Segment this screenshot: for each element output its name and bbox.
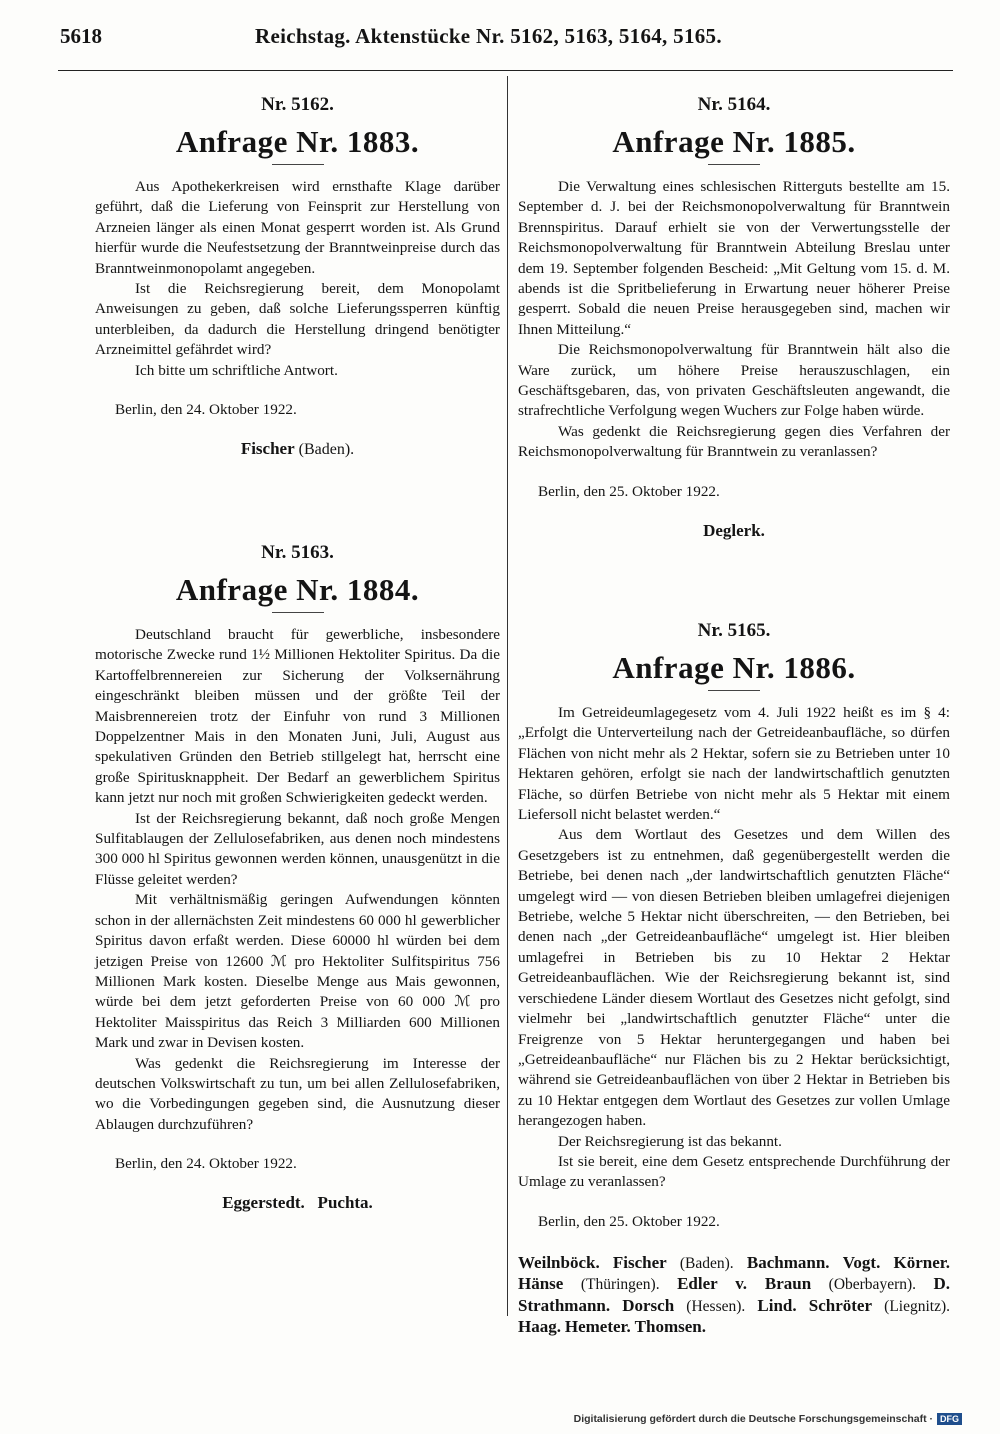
footer [574,1413,962,1425]
paragraph: Mit verhältnismäßig geringen Aufwendungen könnten schon in der allernächsten Zeit mindestens 60 000 hl gewerblicher Spiritus davon erfaßt werden. Diese 60000 hl würden bei dem jetzigen Preise von 12600 ℳ pro Hektoliter Sulfitspiritus 756 Millionen Mark kosten. Dieselbe Menge aus Mais gewonnen, würde bei dem jetzt geforderten Preise von 60 000 ℳ pro Hektoliter Maisspiritus das Reich 3 Milliarden 600 Millionen Mark und zwar in Devisen kosten. [95,891,500,1052]
signatory [757,1295,797,1315]
signatory [893,1252,951,1272]
paragraph: Ist die Reichsregierung bereit, dem Monopolamt Anweisungen zu geben, daß solche Lieferungssperren künftig unterbleiben, da dadurch die Herstellung dringend benötigter Arzneimittel gefährdet wird? [95,280,500,359]
title-rule [708,690,760,691]
signatory-name: Hemeter. [564,1317,631,1337]
column-divider [507,76,508,1316]
title-rule [272,164,324,165]
document-number: Nr. 5165. [697,620,771,641]
signatory-note: (Baden). [666,1254,734,1272]
inquiry-title: Anfrage Nr. 1884. [175,572,420,607]
signature-name: Eggerstedt. Puchta. [222,1193,373,1213]
signature-note: (Baden). [294,441,355,459]
signatory-name: Lind. [757,1295,797,1315]
paragraph: Aus Apothekerkreisen wird ernsthafte Klage darüber geführt, daß die Lieferung von Feinsprit zur Herstellung von Arzneien länger als einen Monat gesperrt worden ist. Als Grund hierfür wurde die Neufestsetzung der Branntweinpreise durch das Branntweinmonopolamt angegeben. [95,178,500,277]
signatory-name: D. Strathmann. [518,1274,951,1315]
signatory-note: (Oberbayern). [811,1276,917,1294]
signatory [518,1252,600,1272]
footer-text: Digitalisierung gefördert durch die Deutsche Forschungsgemeinschaft · [573,1413,933,1425]
date-line: Berlin, den 25. Oktober 1922. [538,1212,720,1230]
signatory [612,1252,734,1272]
dfg-logo: DFG [937,1413,962,1425]
paragraph: Der Reichsregierung ist das bekannt. [558,1132,782,1150]
signature [518,521,950,541]
signatory-name: Vogt. [842,1252,881,1272]
signatory [518,1276,660,1293]
paragraph: Im Getreideumlagegesetz vom 4. Juli 1922 heißt es im § 4: „Erfolgt die Unterverteilung nach der Getreideanbaufläche, so dürfen Flächen von nicht mehr als 2 Hektar, sofern sie zu Betrieben unter 10 Hektaren gehören, erfolgt sie nach der landwirtschaftlich genutzten Fläche, so dürfen Betriebe von nicht mehr als 5 Hektar mit einem Liefersoll nicht belastet werden.“ [518,704,950,824]
signatory [635,1319,706,1336]
signatory [842,1252,881,1272]
section-5164 [518,94,950,541]
paragraph: Was gedenkt die Reichsregierung gegen dies Verfahren der Reichsmonopolverwaltung für Branntwein zu veranlassen? [518,422,950,461]
inquiry-title: Anfrage Nr. 1885. [612,124,856,159]
signatory [746,1252,830,1272]
document-number: Nr. 5163. [261,542,334,563]
document-number: Nr. 5162. [261,94,334,115]
signatory-note: (Thüringen). [563,1276,660,1294]
signatory-name: Hänse [518,1274,564,1294]
title-rule [708,164,760,165]
signatory [518,1319,561,1336]
signatory-note: (Liegnitz). [872,1297,950,1315]
signatory-name: Körner. [893,1252,951,1272]
signature [95,439,500,459]
signatory [622,1295,746,1315]
signatories-list [518,1253,950,1339]
signatory-name: Bachmann. [746,1252,830,1272]
signatory [565,1319,631,1336]
page-number: 5618 [60,24,102,48]
signatory-name: Thomsen. [634,1317,706,1337]
signatory-name: Schröter [808,1295,873,1315]
date-line: Berlin, den 24. Oktober 1922. [115,1155,297,1173]
section-5163 [95,542,500,1213]
paragraph: Ist sie bereit, eine dem Gesetz entsprechende Durchführung der Umlage zu veranlassen? [518,1152,950,1191]
title-rule [272,612,324,613]
section-5165 [518,620,950,1339]
date-line: Berlin, den 25. Oktober 1922. [538,482,720,500]
signature-name: Fischer [240,439,295,459]
signatory-name: Weilnböck. [518,1252,600,1272]
paragraph: Die Reichsmonopolverwaltung für Branntwein hält also die Ware zurück, um höhere Preise herauszuschlagen, ein Geschäftsgebaren, das, von privaten Geschäftsleuten angewandt, die strafrechtliche Verfolgung wegen Wuchers zur Folge haben würde. [518,341,950,420]
date-line: Berlin, den 24. Oktober 1922. [115,401,297,419]
signatory-name: Edler v. Braun [677,1274,812,1294]
signatory-name: Dorsch [622,1295,675,1315]
signatory-note: (Hessen). [674,1297,746,1315]
running-title: Reichstag. Aktenstücke Nr. 5162, 5163, 5164, 5165. [255,24,722,48]
section-5162 [95,94,500,459]
signature [95,1193,500,1213]
paragraph: Aus dem Wortlaut des Gesetzes und dem Willen des Gesetzgebers ist zu entnehmen, daß gegenübergestellt werden die Betriebe, bei denen nach „der landwirtschaftlich genutzten Fläche“ umgelegt wird — von diesen Betrieben bleiben umlagefrei diejenigen Betriebe, welche 5 Hektar nicht überschreiten, — den Betrieben, bei denen nach „der Getreideanbaufläche“ umgelegt ist. Hier bleiben umlagefrei in Betrieben bis zu 10 Hektar 2 Hektar Getreideanbauflächen. Wie der Reichsregierung bekannt ist, sind verschiedene Länder diesem Wortlaut des Gesetzes nicht gefolgt, sind vielmehr bei „landwirtschaftlich genutzter Fläche“ unter die Freigrenze von 5 Hektar heruntergegangen und haben bei „Getreideanbaufläche“ nur Flächen bis zu 2 Hektar berücksichtigt, während sie Getreideanbauflächen von über 2 Hektar in Betrieben bis zu 10 Hektar entgegen dem Wortlaut des Gesetzes zur vollen Umlage herangezogen haben. [518,826,950,1130]
signatory-name: Haag. [518,1317,561,1337]
paragraph: Deutschland braucht für gewerbliche, insbesondere motorische Zwecke rund 1½ Millionen Hektoliter Spiritus. Da die Kartoffelbrennereien zur Sicherung der Volksernährung eingeschränkt bleiben müssen und der größte Teil der Maisbrennereien trotz der Einfuhr von rund 3 Millionen Doppelzentner Mais in den Monaten Juni, Juli, August aus spekulativen Gründen den Betrieb stillgelegt hat, herrscht eine große Spiritusknappheit. Der Bedarf an gewerblichem Spiritus kann jetzt nur noch mit großen Schwierigkeiten gedeckt werden. [95,626,500,807]
signatory [677,1276,916,1293]
inquiry-title: Anfrage Nr. 1886. [612,650,856,685]
paragraph: Ist der Reichsregierung bekannt, daß noch große Mengen Sulfitablaugen der Zellulosefabriken, aus denen noch mindestens 300 000 hl Spiritus gewonnen werden können, unausgenützt in die Flüsse geleitet werden? [95,809,500,888]
document-number: Nr. 5164. [697,94,771,115]
header-rule [58,70,953,71]
signatory-name: Fischer [612,1252,667,1272]
paragraph: Was gedenkt die Reichsregierung im Interesse der deutschen Volkswirtschaft zu tun, um bei allen Zellulosefabriken, wo die Vorbedingungen gegeben sind, die Ausnutzung dieser Ablaugen durchzuführen? [95,1054,500,1133]
inquiry-title: Anfrage Nr. 1883. [175,124,420,159]
paragraph: Die Verwaltung eines schlesischen Ritterguts bestellte am 15. September d. J. bei der Reichsmonopolverwaltung für Branntwein Brennspiritus. Darauf erhielt sie von der Verwertungsstelle der Reichsmonopolverwaltung für Branntwein Abteilung Breslau unter dem 19. September folgenden Bescheid: „Mit Geltung vom 15. d. M. abends ist die Spritbelieferung in Erwartung neuer höherer Preise gesperrt. Sobald die neuen Preise herausgegeben sind, machen wir Ihnen Mitteilung.“ [518,178,950,338]
paragraph: Ich bitte um schriftliche Antwort. [135,361,338,379]
signature-name: Deglerk. [703,520,765,540]
signatory [808,1295,950,1315]
